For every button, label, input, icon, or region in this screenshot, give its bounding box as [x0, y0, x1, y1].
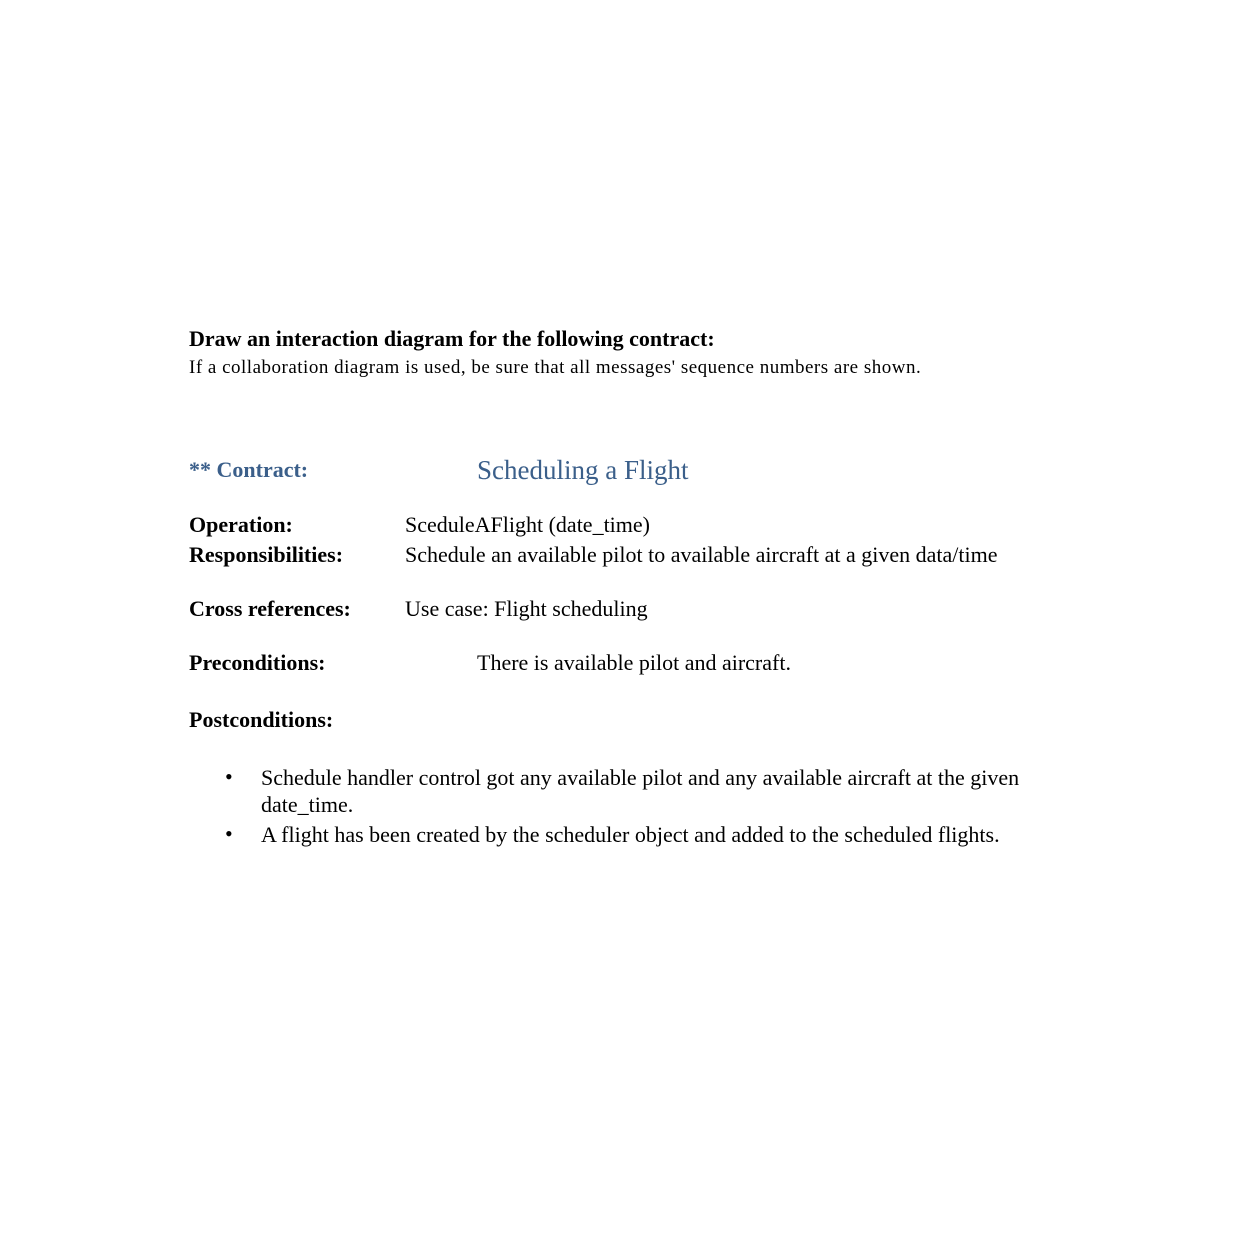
postconditions-label: Postconditions: — [189, 707, 334, 732]
page-heading: Draw an interaction diagram for the following contract: — [189, 326, 715, 351]
responsibilities-value: Schedule an available pilot to available aircraft at a given data/time — [405, 542, 998, 567]
bullet-icon: • — [225, 764, 233, 789]
operation-value: SceduleAFlight (date_time) — [405, 512, 650, 537]
cross-references-label: Cross references: — [189, 596, 351, 621]
preconditions-label: Preconditions: — [189, 650, 326, 675]
bullet-icon: • — [225, 821, 233, 846]
contract-label: ** Contract: — [189, 457, 309, 482]
operation-label: Operation: — [189, 512, 293, 537]
cross-references-value: Use case: Flight scheduling — [405, 596, 648, 621]
preconditions-value: There is available pilot and aircraft. — [477, 650, 791, 675]
responsibilities-label: Responsibilities: — [189, 542, 344, 567]
page-subheading: If a collaboration diagram is used, be sure that all messages' sequence numbers are shown. — [189, 357, 922, 378]
postcondition-item: A flight has been created by the scheduler object and added to the scheduled flights. — [261, 822, 1000, 847]
contract-title: Scheduling a Flight — [477, 455, 689, 485]
postcondition-item: Schedule handler control got any available pilot and any available aircraft at the given date_time. — [261, 765, 1020, 817]
